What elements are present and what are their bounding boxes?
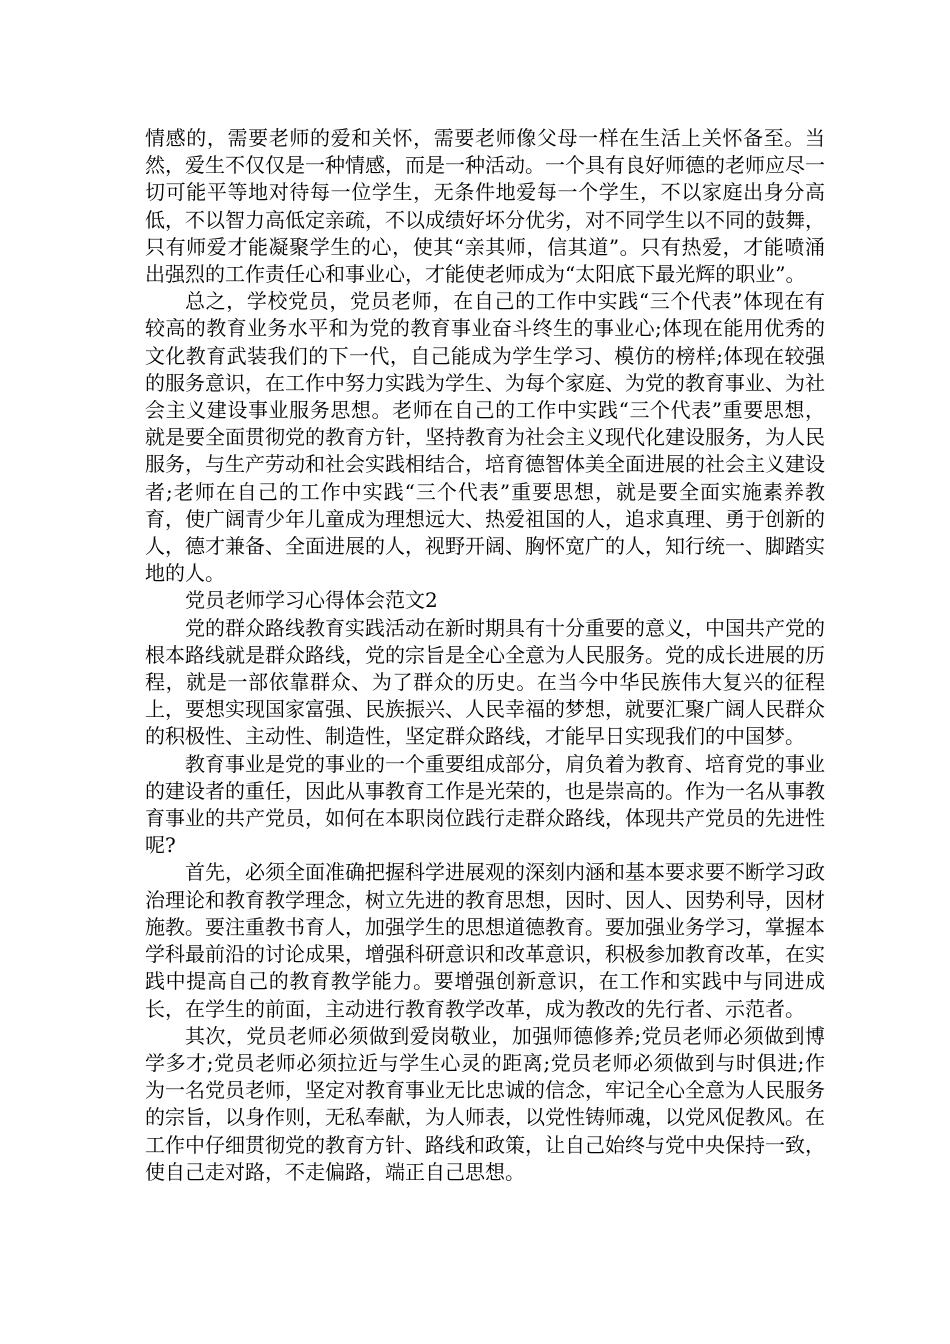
document-page <box>145 125 825 1186</box>
section-heading: 党员老师学习心得体会范文2 <box>185 588 438 613</box>
paragraph-6: 其次，党员老师必须做到爱岗敬业，加强师德修养;党员老师必须做到博学多才;党员老师必须拉近与学生心灵的距离;党员老师必须做到与时俱进;作为一名党员老师，坚定对教育事业无比忠诚的信念，牢记全心全意为人民服务的宗旨，以身作则，无私奉献，为人师表，以党性铸师魂，以党风促教风。在工作中仔细贯彻党的教育方针、路线和政策，让自己始终与党中央保持一致，使自己走对路，不走偏路，端正自己思想。 <box>145 1023 825 1184</box>
paragraph-5: 首先，必须全面准确把握科学进展观的深刻内涵和基本要求要不断学习政治理论和教育教学理念，树立先进的教育思想，因时、因人、因势利导，因材施教。要注重教书育人，加强学生的思想道德教育。要加强业务学习，掌握本学科最前沿的讨论成果，增强科研意识和改革意识，积极参加教育改革，在实践中提高自己的教育教学能力。要增强创新意识，在工作和实践中与同进成长，在学生的前面，主动进行教育教学改革，成为教改的先行者、示范者。 <box>145 860 825 1021</box>
paragraph-1: 情感的，需要老师的爱和关怀，需要老师像父母一样在生活上关怀备至。当然，爱生不仅仅是一种情感，而是一种活动。一个具有良好师德的老师应尽一切可能平等地对待每一位学生，无条件地爱每一个学生，不以家庭出身分高低，不以智力高低定亲疏，不以成绩好坏分优劣，对不同学生以不同的鼓舞，只有师爱才能凝聚学生的心，使其“亲其师，信其道”。只有热爱，才能喷涌出强烈的工作责任心和事业心，才能使老师成为“太阳底下最光辉的职业”。 <box>145 126 825 287</box>
paragraph-4: 教育事业是党的事业的一个重要组成部分，肩负着为教育、培育党的事业的建设者的重任，因此从事教育工作是光荣的，也是崇高的。作为一名从事教育事业的共产党员，如何在本职岗位践行走群众路线，体现共产党员的先进性呢? <box>145 751 825 858</box>
paragraph-2: 总之，学校党员，党员老师，在自己的工作中实践“三个代表”体现在有较高的教育业务水平和为党的教育事业奋斗终生的事业心;体现在能用优秀的文化教育武装我们的下一代，自己能成为学生学习、模仿的榜样;体现在较强的服务意识，在工作中努力实践为学生、为每个家庭、为党的教育事业、为社会主义建设事业服务思想。老师在自己的工作中实践“三个代表”重要思想，就是要全面贯彻党的教育方针，坚持教育为社会主义现代化建设服务，为人民服务，与生产劳动和社会实践相结合，培育德智体美全面进展的社会主义建设者;老师在自己的工作中实践“三个代表”重要思想，就是要全面实施素养教育，使广阔青少年儿童成为理想远大、热爱祖国的人，追求真理、勇于创新的人，德才兼备、全面进展的人，视野开阔、胸怀宽广的人，知行统一、脚踏实地的人。 <box>145 289 825 586</box>
paragraph-3: 党的群众路线教育实践活动在新时期具有十分重要的意义，中国共产党的根本路线就是群众路线，党的宗旨是全心全意为人民服务。党的成长进展的历程，就是一部依靠群众、为了群众的历史。在当今中华民族伟大复兴的征程上，要想实现国家富强、民族振兴、人民幸福的梦想，就要汇聚广阔人民群众的积极性、主动性、制造性，坚定群众路线，才能早日实现我们的中国梦。 <box>145 615 825 749</box>
